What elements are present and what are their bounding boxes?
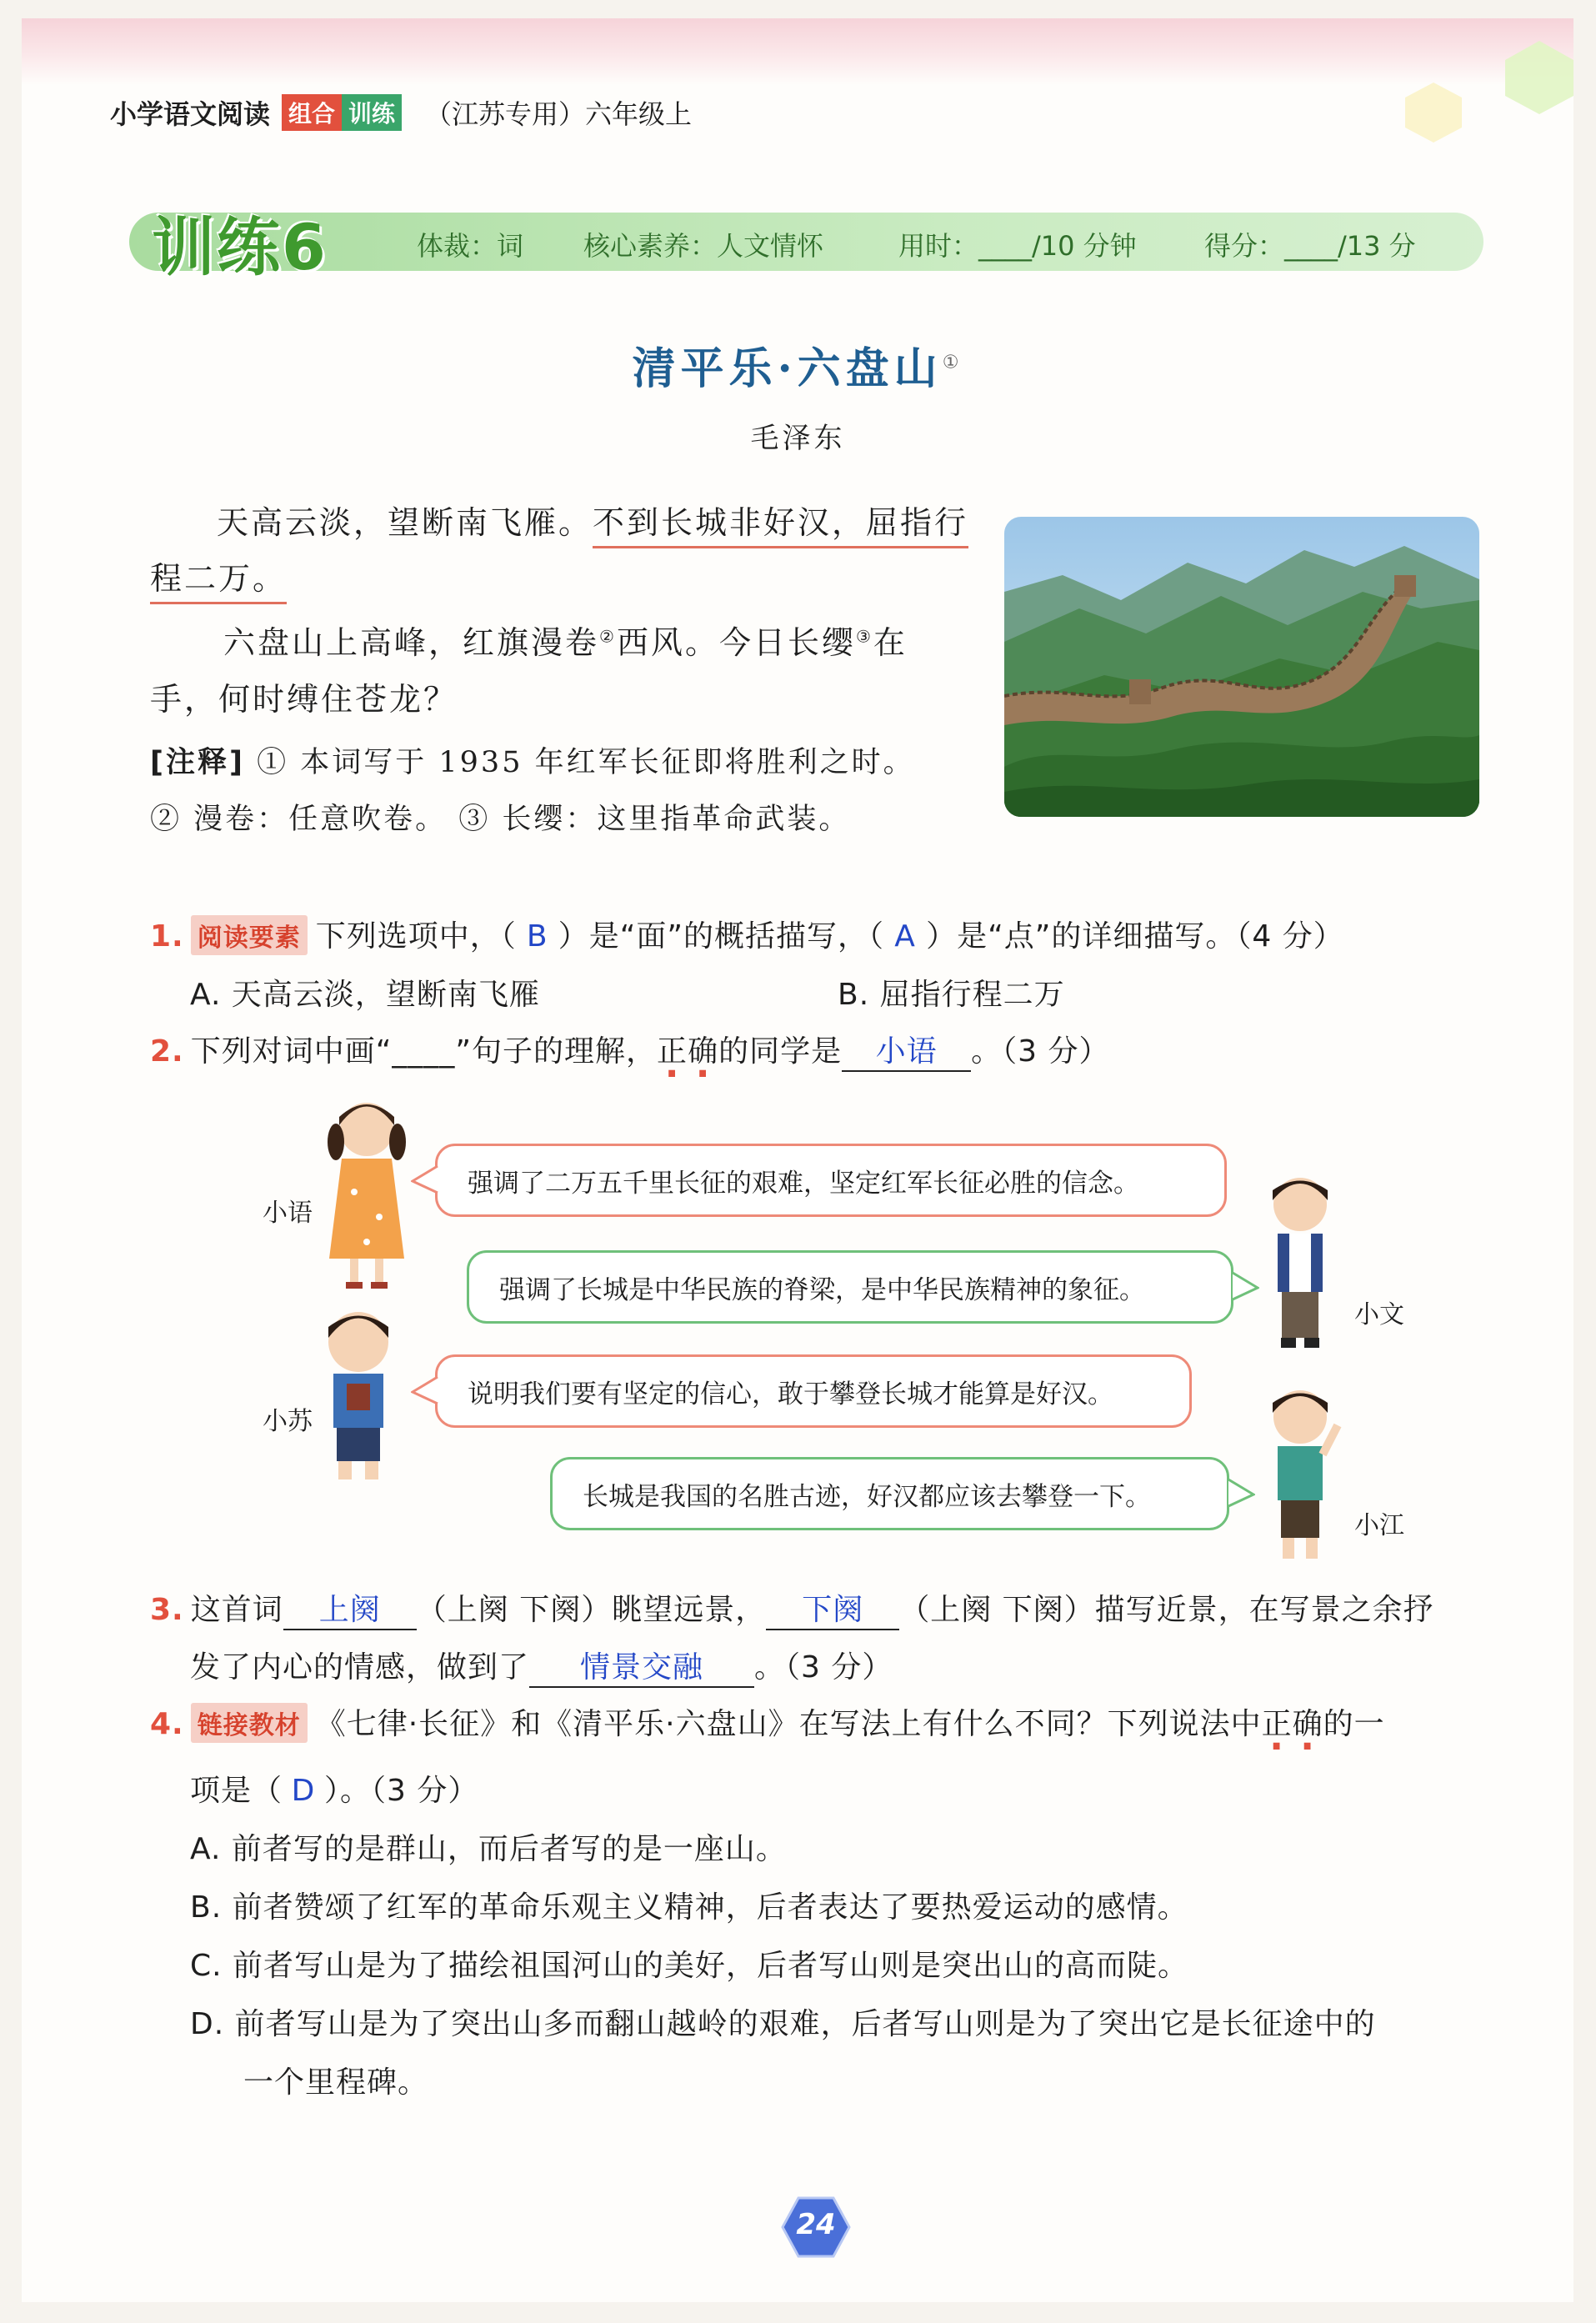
q4-option-a: A. 前者写的是群山，而后者写的是一座山。	[190, 1832, 787, 1866]
q4-option-d: D. 前者写山是为了突出山多而翻山越岭的艰难，后者写山则是为了突出它是长征途中的	[190, 2007, 1376, 2041]
answer-1b: A	[894, 919, 916, 954]
speech-bubble-xiaosu: 说明我们要有坚定的信心，敢于攀登长城才能算是好汉。	[435, 1354, 1192, 1428]
q4-option-b: B. 前者赞颂了红军的革命乐观主义精神，后者表达了要热爱运动的感情。	[190, 1890, 1188, 1925]
hexagon-decoration-icon	[1400, 79, 1467, 146]
answer-4: D	[291, 1774, 316, 1808]
page-number: 24	[781, 2196, 851, 2258]
series-title: 小学语文阅读	[110, 98, 271, 130]
speech-bubble-xiaowen: 强调了长城是中华民族的脊梁，是中华民族精神的象征。	[467, 1250, 1233, 1324]
answer-3b: 下阕	[766, 1586, 899, 1630]
bubble-tail-icon	[411, 1163, 439, 1196]
answer-2: 小语	[842, 1028, 971, 1072]
poem-author: 毛泽东	[750, 422, 846, 455]
answer-1a: B	[526, 919, 548, 954]
bubble-tail-icon	[411, 1374, 439, 1407]
boy-xiaojiang-icon	[1254, 1379, 1346, 1567]
top-band	[22, 18, 1573, 85]
note-line-2: ② 漫卷：任意吹卷。 ③ 长缨：这里指革命武装。	[150, 803, 851, 836]
speech-bubble-xiaojiang: 长城是我国的名胜古迹，好汉都应该去攀登一下。	[550, 1457, 1229, 1530]
boy-xiaosu-icon	[308, 1300, 408, 1484]
title-footnote-mark: ①	[942, 352, 964, 373]
name-xiaowen: 小文	[1354, 1300, 1404, 1329]
answer-3a: 上阕	[283, 1586, 417, 1630]
tag-combo: 组合	[282, 94, 342, 131]
poem-title: 清平乐·六盘山①	[632, 343, 964, 394]
tag-reading-element: 阅读要素	[191, 915, 308, 955]
q1-option-b: B. 屈指行程二万	[838, 978, 1065, 1012]
question-3-line-2: 发了内心的情感，做到了 情景交融 。（3 分）	[190, 1644, 893, 1688]
girl-xiaoyu-icon	[321, 1092, 413, 1292]
answer-3c: 情景交融	[529, 1644, 754, 1688]
name-xiaojiang: 小江	[1354, 1511, 1404, 1540]
underlined-sentence: 不到长城非好汉，屈指行	[593, 504, 968, 548]
underlined-sentence-end: 程二万。	[150, 560, 287, 604]
poem-line-1: 天高云淡，望断南飞雁。不到长城非好汉，屈指行	[217, 507, 968, 538]
score-field: 得分：____/13 分	[1204, 230, 1416, 262]
tag-train: 训练	[342, 94, 402, 131]
edition-label: （江苏专用）六年级上	[425, 98, 693, 130]
tag-link-textbook: 链接教材	[191, 1703, 308, 1743]
boy-xiaowen-icon	[1254, 1167, 1346, 1359]
question-4-line-1: 4. 链接教材 《七律·长征》和《清平乐·六盘山》在写法上有什么不同？下列说法中正确的一	[150, 1700, 1385, 1743]
poem-line-3: 六盘山上高峰，红旗漫卷②西风。今日长缨③在	[223, 624, 908, 661]
speech-bubble-xiaoyu: 强调了二万五千里长征的艰难，坚定红军长征必胜的信念。	[435, 1144, 1227, 1217]
time-field: 用时：____/10 分钟	[898, 230, 1137, 262]
poem-line-4: 手，何时缚住苍龙？	[150, 681, 458, 718]
hexagon-decoration-icon	[1500, 38, 1579, 117]
note-line-1: [注释] ① 本词写于 1935 年红军长征即将胜利之时。	[150, 746, 915, 779]
question-2: 2. 下列对词中画“____”句子的理解，正确的同学是 小语 。（3 分）	[150, 1028, 1109, 1072]
lesson-label: 训练6	[152, 210, 328, 284]
bubble-tail-icon	[1227, 1476, 1255, 1509]
name-xiaosu: 小苏	[263, 1407, 313, 1436]
book-series-header	[110, 92, 692, 133]
question-4-line-2: 项是（ D ）。（3 分）	[190, 1774, 479, 1808]
q1-option-a: A. 天高云淡，望断南飞雁	[190, 978, 540, 1012]
question-1: 1. 阅读要素 下列选项中，（ B ）是“面”的概括描写，（ A ）是“点”的详细描写。（4 分）	[150, 913, 1344, 955]
core-literacy-label: 核心素养：人文情怀	[583, 230, 824, 262]
q4-option-d-continued: 一个里程碑。	[243, 2065, 429, 2100]
question-3-line-1: 3. 这首词 上阕 （上阕 下阕）眺望远景， 下阕 （上阕 下阕）描写近景，在写景之余抒	[150, 1586, 1434, 1630]
poem-line-2	[150, 560, 288, 597]
name-xiaoyu: 小语	[263, 1199, 313, 1228]
great-wall-illustration	[1004, 517, 1479, 817]
q4-option-c: C. 前者写山是为了描绘祖国河山的美好，后者写山则是突出山的高而陡。	[190, 1949, 1189, 1983]
genre-label: 体裁：词	[417, 230, 524, 262]
